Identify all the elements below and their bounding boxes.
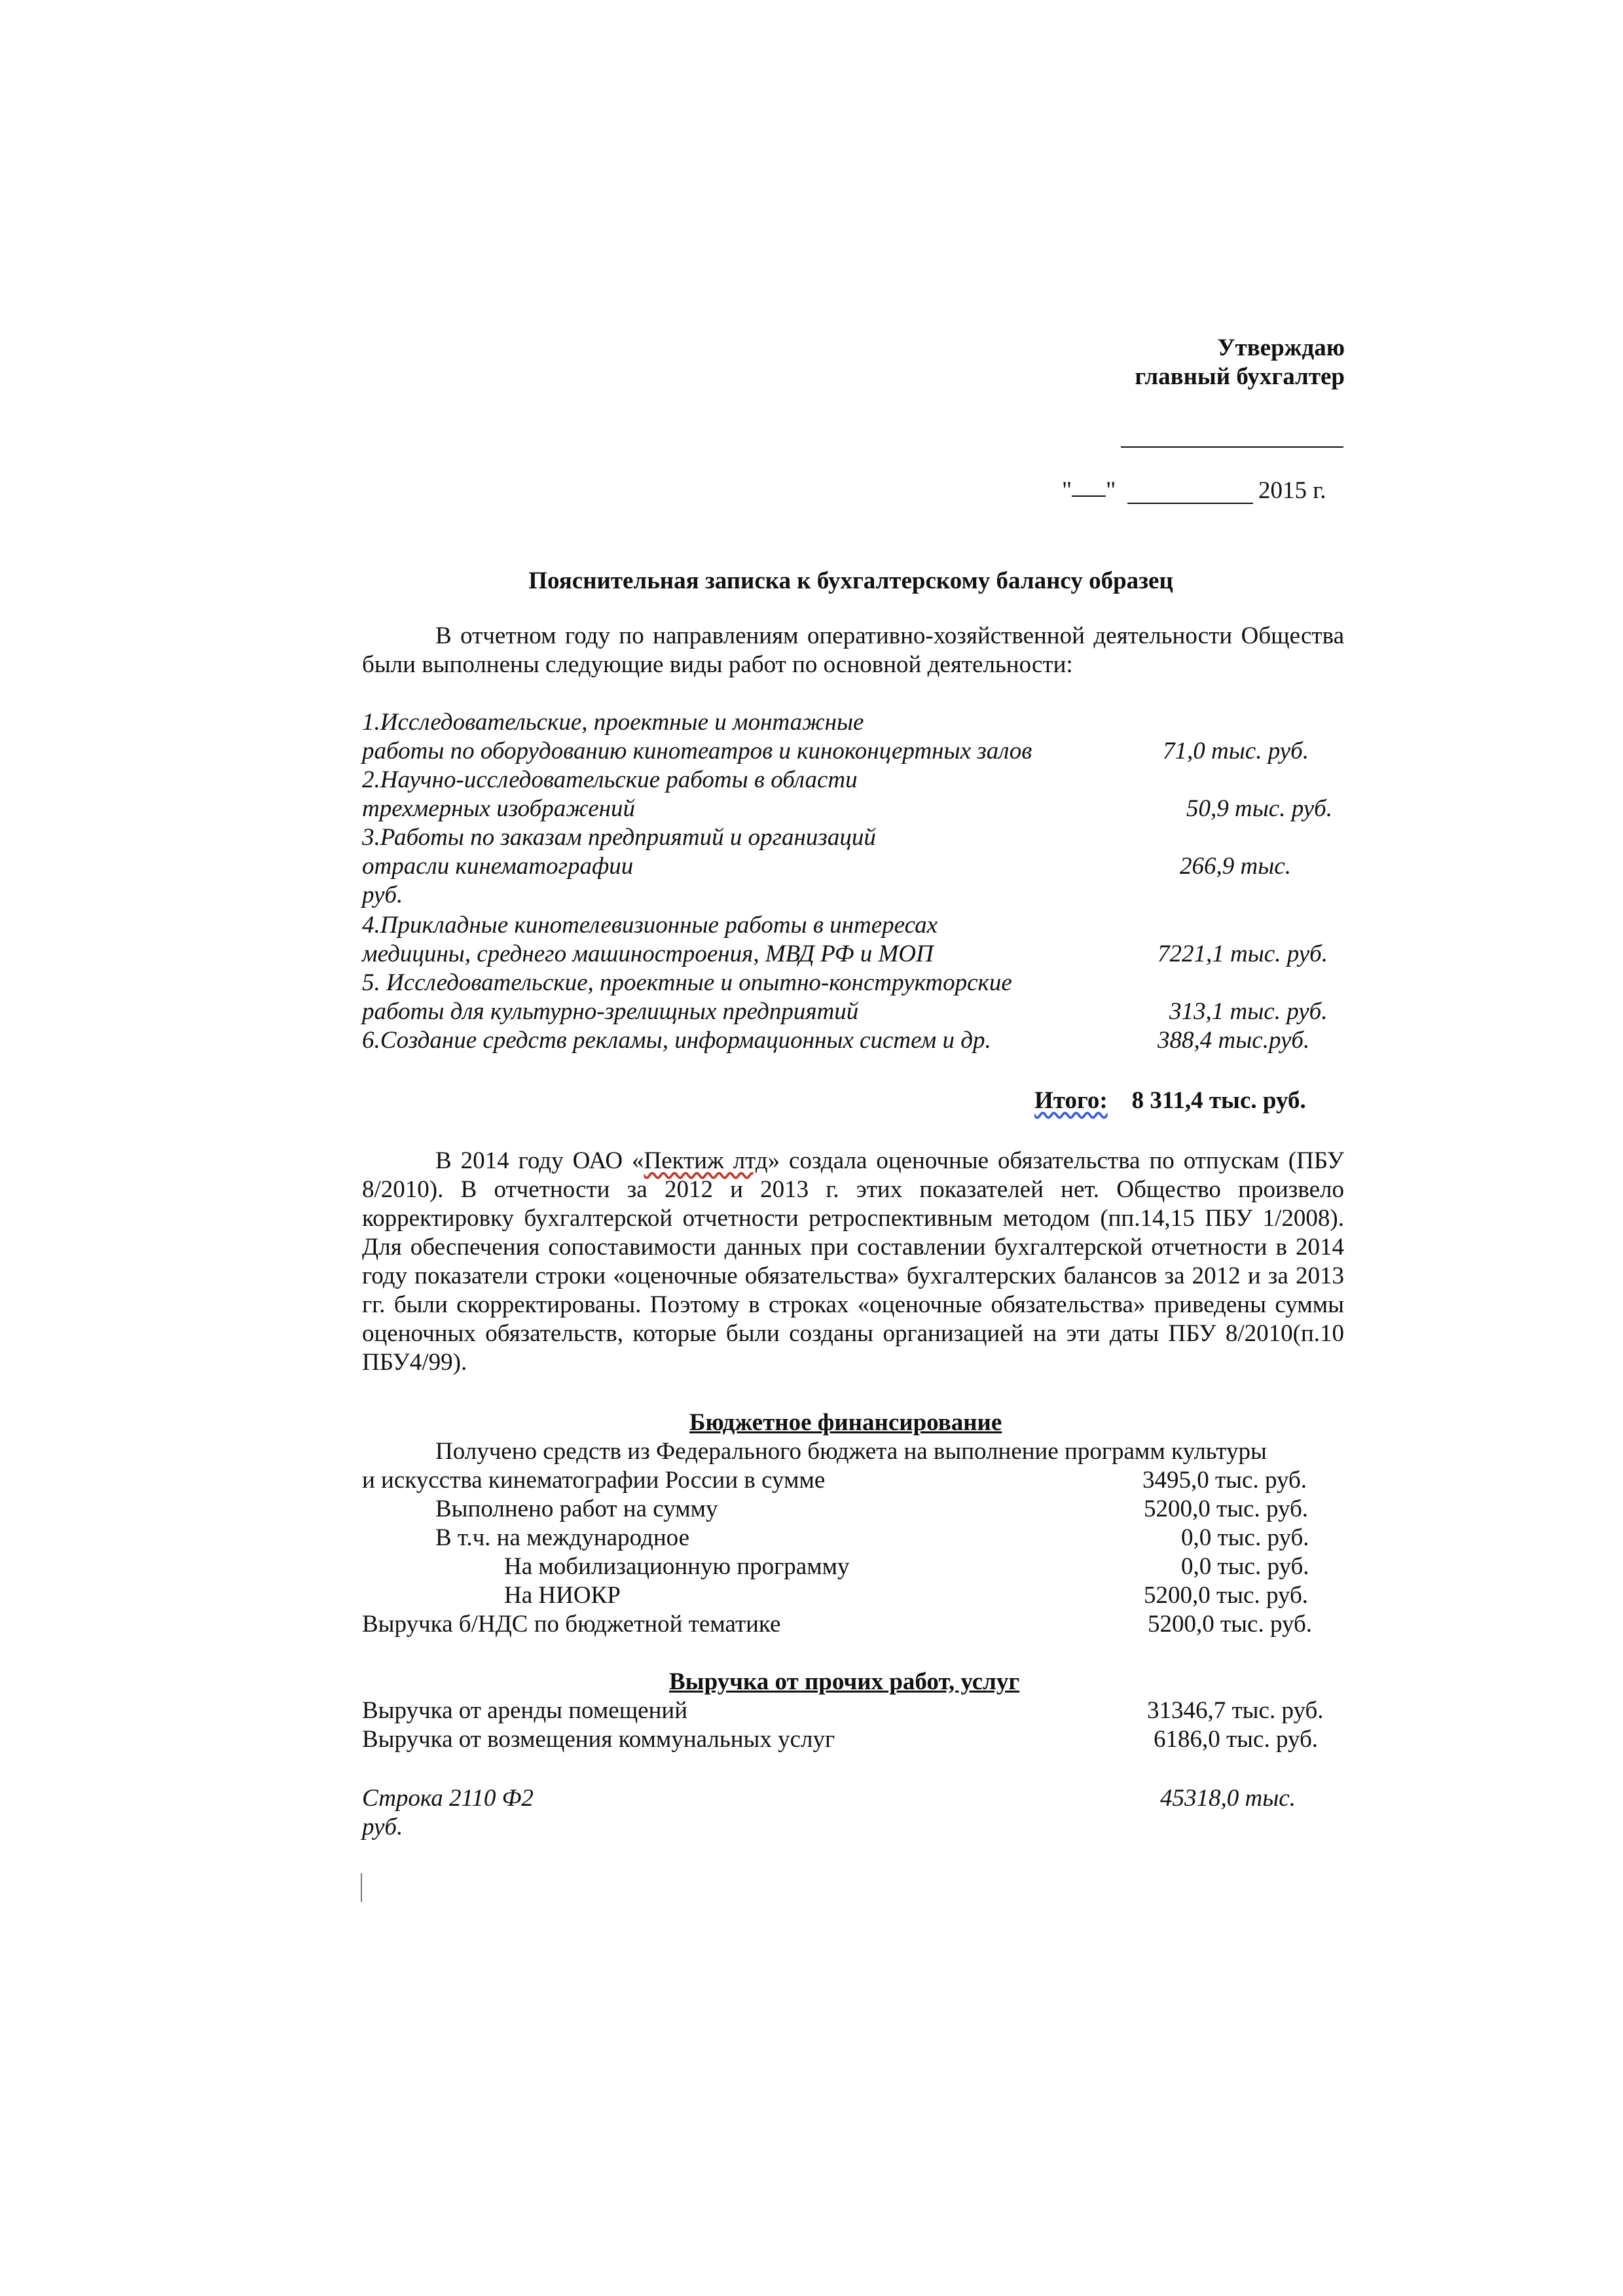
- budget-row-label: На НИОКР: [504, 1582, 621, 1609]
- budget-intro-line2: и искусства кинематографии России в сумме: [362, 1467, 826, 1494]
- other-revenue-amount: 6186,0 тыс. руб.: [1154, 1726, 1319, 1753]
- estimates-text-1: В 2014 году ОАО «: [435, 1147, 644, 1174]
- budget-row-amount: 5200,0 тыс. руб.: [1148, 1611, 1313, 1638]
- other-revenue-amount: 31346,7 тыс. руб.: [1147, 1697, 1324, 1724]
- work-1-line1: 1.Исследовательские, проектные и монтажные: [362, 709, 864, 736]
- work-5-line1: 5. Исследовательские, проектные и опытно-конструкторские: [362, 969, 1012, 996]
- budget-intro-amount: 3495,0 тыс. руб.: [1142, 1467, 1307, 1494]
- line-2110-amount: 45318,0 тыс.: [1160, 1785, 1296, 1812]
- approval-year: 2015 г.: [1258, 477, 1326, 504]
- budget-row-amount: 5200,0 тыс. руб.: [1144, 1496, 1309, 1522]
- budget-heading: Бюджетное финансирование: [689, 1409, 1002, 1436]
- date-open-quote: ": [1062, 477, 1072, 504]
- approval-position: главный бухгалтер: [1135, 363, 1345, 390]
- text-cursor[interactable]: [361, 1873, 362, 1902]
- estimates-text-2: » создала оценочные обязательства по отпускам (ПБУ 8/2010). В отчетности за 2012 и 2013 г. этих показателей нет. Общество произвело корректировку бухгалтерской отчетности ретроспективным методом (пп.14,15 ПБУ 1/2008). Для обеспечения сопоставимости данных при составлении бухгалтерской отчетности в 2014 году показатели строки «оценочные обязательства» бухгалтерских балансов за 2012 и за 2013 гг. были скорректированы. Поэтому в строках «оценочные обязательства» приведены суммы оценочных обязательств, которые были созданы организацией на эти даты ПБУ 8/2010(п.10 ПБУ4/99).: [362, 1147, 1344, 1376]
- budget-row-amount: 0,0 тыс. руб.: [1181, 1553, 1309, 1580]
- date-month-blank: [1127, 503, 1253, 504]
- work-2-amount: 50,9 тыс. руб.: [1186, 795, 1332, 822]
- budget-intro-line1: Получено средств из Федерального бюджета на выполнение программ культуры: [435, 1438, 1267, 1465]
- work-3-line3: руб.: [362, 882, 403, 908]
- work-3-line1: 3.Работы по заказам предприятий и организаций: [362, 824, 876, 851]
- date-close-quote: ": [1106, 477, 1116, 504]
- estimates-paragraph: [362, 1147, 1344, 1377]
- budget-row-amount: 0,0 тыс. руб.: [1181, 1524, 1309, 1551]
- document-title: Пояснительная записка к бухгалтерскому балансу образец: [528, 567, 1173, 594]
- budget-row-label: В т.ч. на международное: [435, 1524, 690, 1551]
- work-6-amount: 388,4 тыс.руб.: [1158, 1027, 1310, 1054]
- total-value: 8 311,4 тыс. руб.: [1131, 1087, 1306, 1114]
- other-revenue-label: Выручка от возмещения коммунальных услуг: [362, 1726, 835, 1753]
- budget-row-amount: 5200,0 тыс. руб.: [1144, 1582, 1309, 1609]
- work-3-line2: отрасли кинематографии: [362, 853, 634, 880]
- other-revenue-label: Выручка от аренды помещений: [362, 1697, 688, 1724]
- date-day-blank: [1072, 495, 1106, 497]
- budget-row-label: Выручка б/НДС по бюджетной тематике: [362, 1611, 781, 1638]
- intro-paragraph: В отчетном году по направлениям оперативно-хозяйственной деятельности Общества были выполнены следующие виды работ по основной деятельности:: [362, 622, 1344, 678]
- work-1-line2: работы по оборудованию кинотеатров и киноконцертных залов: [362, 738, 1032, 764]
- line-2110-label: Строка 2110 Ф2: [362, 1785, 534, 1812]
- total-label: Итого:: [1034, 1087, 1108, 1114]
- work-1-amount: 71,0 тыс. руб.: [1163, 738, 1309, 764]
- approval-title: Утверждаю: [1217, 334, 1345, 361]
- approval-date: [1062, 476, 1116, 505]
- work-2-line2: трехмерных изображений: [362, 795, 635, 822]
- work-2-line1: 2.Научно-исследовательские работы в области: [362, 766, 858, 793]
- work-3-amount: 266,9 тыс.: [1180, 853, 1291, 880]
- work-4-line1: 4.Прикладные кинотелевизионные работы в интересах: [362, 912, 938, 939]
- work-4-amount: 7221,1 тыс. руб.: [1158, 941, 1328, 967]
- work-6-line1: 6.Создание средств рекламы, информационных систем и др.: [362, 1027, 991, 1054]
- work-5-line2: работы для культурно-зрелищных предприятий: [362, 998, 859, 1025]
- total-row: [1034, 1086, 1306, 1115]
- budget-row-label: Выполнено работ на сумму: [435, 1496, 718, 1522]
- work-4-line2: медицины, среднего машиностроения, МВД РФ и МОП: [362, 941, 934, 967]
- company-name: Пектиж лтд: [644, 1147, 768, 1174]
- budget-row-label: На мобилизационную программу: [504, 1553, 850, 1580]
- signature-line: [1121, 446, 1343, 448]
- line-2110-unit: руб.: [362, 1814, 403, 1840]
- other-revenue-heading: Выручка от прочих работ, услуг: [669, 1668, 1020, 1695]
- work-5-amount: 313,1 тыс. руб.: [1169, 998, 1328, 1025]
